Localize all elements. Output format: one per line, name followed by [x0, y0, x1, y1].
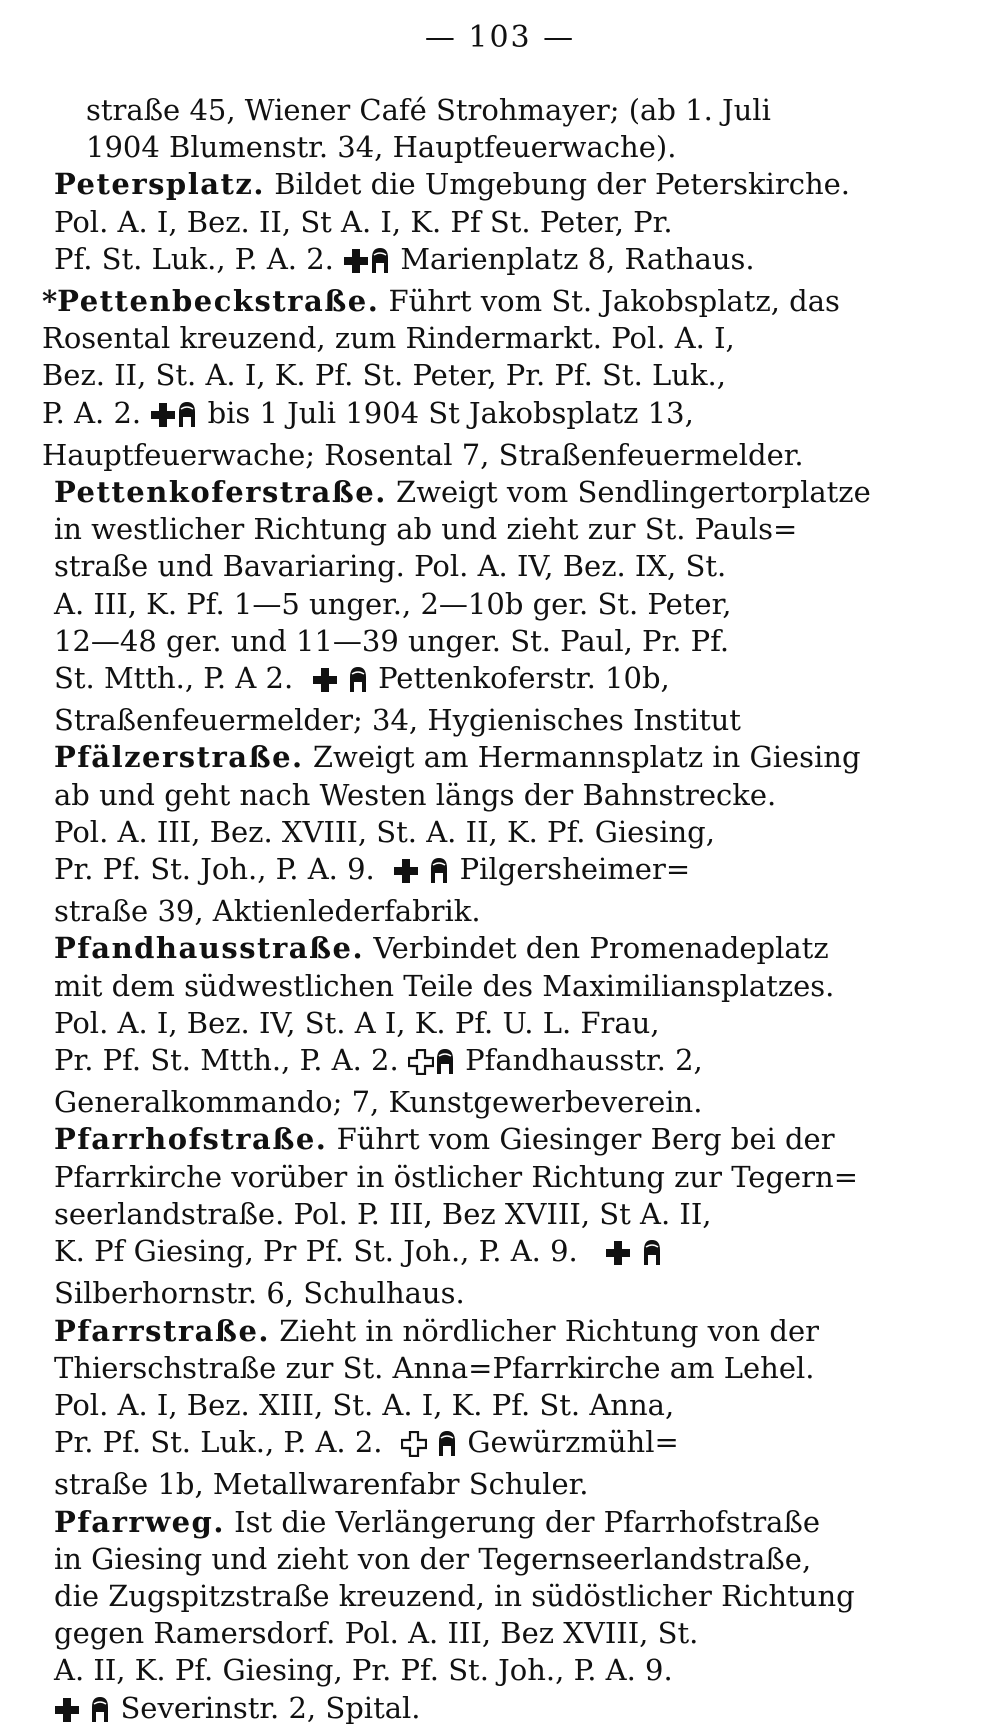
- fire-helmet-icon: [641, 1238, 663, 1275]
- text-line: straße 39, Aktienlederfabrik.: [54, 894, 481, 929]
- text-line: A. III, K. Pf. 1—5 unger., 2—10b ger. St. Peter,: [54, 586, 732, 621]
- text-line: Pr. Pf. St. Mtth., P. A. 2.: [54, 1043, 399, 1078]
- page-number: — 103 —: [424, 20, 576, 55]
- text-line: Straßenfeuermelder; 34, Hygienisches Institut: [54, 703, 741, 738]
- fire-helmet-icon: [347, 665, 369, 702]
- entry-headword: Pfarrweg.: [54, 1504, 225, 1539]
- entry-pfarrhofstrasse: [54, 1121, 944, 1312]
- entry-headword: Pettenbeckstraße.: [57, 284, 380, 319]
- fire-helmet-icon: [89, 1695, 111, 1732]
- entry-pettenkoferstrasse: [54, 474, 944, 739]
- entry-headword: Pfarrstraße.: [54, 1313, 271, 1348]
- text-line: Severinstr. 2, Spital.: [120, 1690, 421, 1725]
- text-line: K. Pf Giesing, Pr Pf. St. Joh., P. A. 9.: [54, 1234, 578, 1269]
- text-line: Verbindet den Promenadeplatz: [373, 931, 829, 966]
- text-line: seerlandstraße. Pol. P. III, Bez XVIII, St A. II,: [54, 1196, 712, 1231]
- text-line: 1904 Blumenstr. 34, Hauptfeuerwache).: [86, 130, 677, 165]
- text-line: Pol. A. I, Bez. II, St A. I, K. Pf St. Peter, Pr.: [54, 204, 673, 239]
- entry-pfaelzerstrasse: [54, 739, 944, 930]
- entry-headword: Pfälzerstraße.: [54, 740, 304, 775]
- text-line: Pol. A. I, Bez. IV, St. A I, K. Pf. U. L. Frau,: [54, 1005, 660, 1040]
- text-line: Führt vom Giesinger Berg bei der: [336, 1122, 835, 1157]
- text-line: A. II, K. Pf. Giesing, Pr. Pf. St. Joh., P. A. 9.: [54, 1653, 673, 1688]
- text-line: Bildet die Umgebung der Peterskirche.: [274, 167, 850, 202]
- star-mark: *: [42, 284, 58, 319]
- text-line: Zweigt vom Sendlingertorplatze: [396, 475, 871, 510]
- text-line: Ist die Verlängerung der Pfarrhofstraße: [234, 1504, 821, 1539]
- text-line: 12—48 ger. und 11—39 unger. St. Paul, Pr. Pf.: [54, 623, 730, 658]
- entry-pfarrstrasse: [54, 1313, 944, 1504]
- entry-headword: Pettenkoferstraße.: [54, 475, 387, 510]
- outline-cross-icon: [408, 1047, 434, 1084]
- text-line: straße 1b, Metallwarenfabr Schuler.: [54, 1467, 589, 1502]
- text-line: P. A. 2.: [42, 395, 142, 430]
- cross-icon: [393, 856, 419, 893]
- text-line: Rosental kreuzend, zum Rindermarkt. Pol. A. I,: [42, 321, 735, 356]
- cross-icon: [150, 400, 176, 437]
- entry-headword: Pfandhausstraße.: [54, 931, 365, 966]
- fire-helmet-icon: [434, 1047, 456, 1084]
- text-line: Thierschstraße zur St. Anna=Pfarrkirche am Lehel.: [54, 1350, 815, 1385]
- text-line: Zieht in nördlicher Richtung von der: [279, 1313, 819, 1348]
- text-line: Gewürzmühl=: [467, 1425, 679, 1460]
- cross-icon: [343, 246, 369, 283]
- text-line: Zweigt am Hermannsplatz in Giesing: [312, 740, 861, 775]
- continuation-text: [54, 92, 944, 166]
- text-line: St. Mtth., P. A 2.: [54, 661, 294, 696]
- cross-icon: [605, 1238, 631, 1275]
- fire-helmet-icon: [176, 400, 198, 437]
- text-line: Pilgersheimer=: [459, 852, 691, 887]
- text-line: mit dem südwestlichen Teile des Maximiliansplatzes.: [54, 968, 835, 1003]
- text-line: straße 45, Wiener Café Strohmayer; (ab 1. Juli: [86, 93, 771, 127]
- text-line: Silberhornstr. 6, Schulhaus.: [54, 1276, 465, 1311]
- text-line: Pol. A. I, Bez. XIII, St. A. I, K. Pf. St. Anna,: [54, 1387, 675, 1422]
- text-line: Pettenkoferstr. 10b,: [378, 661, 670, 696]
- cross-icon: [54, 1695, 80, 1732]
- entry-headword: Petersplatz.: [54, 167, 265, 202]
- text-line: die Zugspitzstraße kreuzend, in südöstlicher Richtung: [54, 1578, 855, 1613]
- text-line: Bez. II, St. A. I, K. Pf. St. Peter, Pr. Pf. St. Luk.,: [42, 358, 726, 393]
- entry-pfandhausstrasse: [54, 930, 944, 1121]
- entry-pfarrweg: [54, 1504, 944, 1732]
- text-line: bis 1 Juli 1904 St Jakobsplatz 13,: [207, 395, 694, 430]
- text-line: straße und Bavariaring. Pol. A. IV, Bez. IX, St.: [54, 549, 727, 584]
- text-line: Führt vom St. Jakobsplatz, das: [388, 284, 840, 319]
- outline-cross-icon: [401, 1429, 427, 1466]
- fire-helmet-icon: [428, 856, 450, 893]
- text-line: ab und geht nach Westen längs der Bahnstrecke.: [54, 777, 777, 812]
- text-line: in westlicher Richtung ab und zieht zur St. Pauls=: [54, 512, 798, 547]
- page-body: [42, 92, 944, 1732]
- text-line: Generalkommando; 7, Kunstgewerbeverein.: [54, 1085, 703, 1120]
- cross-icon: [312, 665, 338, 702]
- text-line: Hauptfeuerwache; Rosental 7, Straßenfeuermelder.: [42, 437, 804, 472]
- entry-pettenbeckstrasse: [42, 283, 944, 474]
- text-line: Pfarrkirche vorüber in östlicher Richtung zur Tegern=: [54, 1159, 859, 1194]
- text-line: gegen Ramersdorf. Pol. A. III, Bez XVIII, St.: [54, 1616, 699, 1651]
- text-line: Pfandhausstr. 2,: [465, 1043, 703, 1078]
- fire-helmet-icon: [369, 246, 391, 283]
- text-line: Pr. Pf. St. Joh., P. A. 9.: [54, 852, 375, 887]
- entry-petersplatz: [54, 166, 944, 283]
- entry-headword: Pfarrhofstraße.: [54, 1122, 328, 1157]
- text-line: Pr. Pf. St. Luk., P. A. 2.: [54, 1425, 383, 1460]
- text-line: in Giesing und zieht von der Tegernseerlandstraße,: [54, 1541, 812, 1576]
- text-line: Marienplatz 8, Rathaus.: [400, 241, 755, 276]
- text-line: Pol. A. III, Bez. XVIII, St. A. II, K. Pf. Giesing,: [54, 814, 715, 849]
- text-line: Pf. St. Luk., P. A. 2.: [54, 241, 334, 276]
- fire-helmet-icon: [436, 1429, 458, 1466]
